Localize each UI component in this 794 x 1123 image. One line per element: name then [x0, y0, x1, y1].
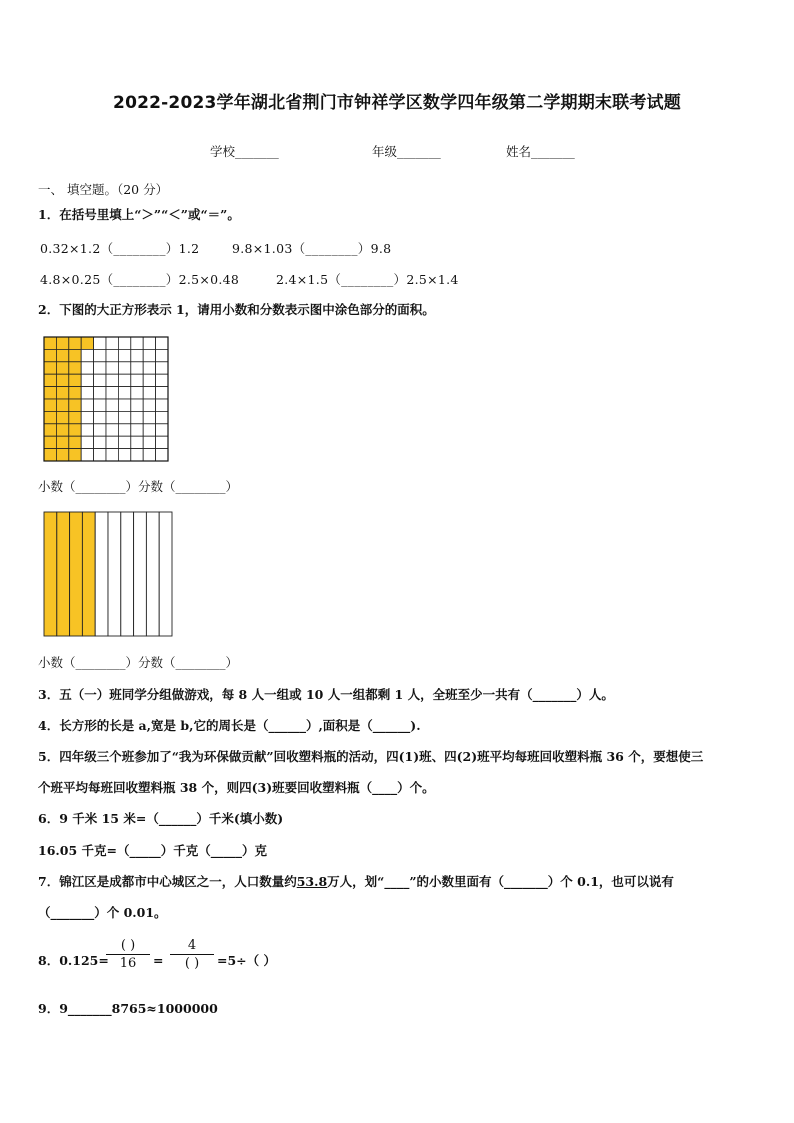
grid-cell-shaded: [44, 436, 56, 448]
grid-cell-shaded: [56, 349, 68, 361]
q8-frac2-bar: [170, 954, 214, 955]
grid-cell: [81, 436, 93, 448]
grid-cell: [156, 399, 168, 411]
q7-line1: [38, 873, 674, 891]
q8-frac1-bar: [106, 954, 150, 955]
grid-cell: [106, 399, 118, 411]
grid-cell: [94, 449, 106, 461]
strip-shaded: [70, 512, 83, 636]
grid-cell-shaded: [81, 337, 93, 349]
grid-cell-shaded: [69, 374, 81, 386]
q8-frac2-denominator[interactable]: ( ): [184, 956, 200, 971]
grid-cell: [131, 337, 143, 349]
page-title: 2022-2023学年湖北省荆门市钟祥学区数学四年级第二学期期末联考试题: [113, 93, 681, 113]
grid-cell-shaded: [56, 411, 68, 423]
grid-cell: [156, 374, 168, 386]
q6-line2: 16.05 千克=（_____）千克（_____）克: [38, 843, 267, 858]
q2-answer1: 小数（________）分数（________）: [38, 479, 239, 494]
q3-text: 3．五（一）班同学分组做游戏，每 8 人一组或 10 人一组都剩 1 人，全班至少一共有（_______）人。: [38, 687, 614, 702]
q8-label: 8．0.125=: [38, 953, 109, 968]
grid-cell: [106, 436, 118, 448]
q8-equals: =: [153, 953, 164, 968]
grade-field[interactable]: 年级_______: [372, 144, 441, 159]
grid-cell: [143, 374, 155, 386]
q6-line1: 6．9 千米 15 米=（______）千米(填小数): [38, 811, 284, 826]
q8-frac2-numerator: 4: [187, 938, 197, 953]
grid-cell-shaded: [56, 362, 68, 374]
strip: [134, 512, 147, 636]
q9-text: 9．9_______8765≈1000000: [38, 1001, 218, 1016]
grid-cell: [143, 436, 155, 448]
grid-cell: [156, 411, 168, 423]
grid-cell: [143, 349, 155, 361]
grid-cell: [106, 411, 118, 423]
grid-cell-shaded: [69, 337, 81, 349]
grid-cell: [81, 411, 93, 423]
grid-cell: [131, 399, 143, 411]
grid-cell: [118, 399, 130, 411]
grid-cell: [118, 449, 130, 461]
hundred-grid-figure: [42, 335, 170, 463]
grid-cell: [81, 349, 93, 361]
grid-cell: [156, 337, 168, 349]
grid-cell: [106, 349, 118, 361]
grid-cell-shaded: [44, 411, 56, 423]
q2-answer2: 小数（________）分数（________）: [38, 655, 239, 670]
grid-cell-shaded: [44, 424, 56, 436]
grid-cell-shaded: [56, 424, 68, 436]
grid-cell: [106, 362, 118, 374]
grid-cell: [156, 449, 168, 461]
q8-fraction-2: [170, 938, 214, 971]
grid-cell: [118, 337, 130, 349]
q5-line1: 5．四年级三个班参加了“我为环保做贡献”回收塑料瓶的活动，四(1)班、四(2)班平均每班回收塑料瓶 36 个，要想使三: [38, 749, 704, 764]
grid-cell: [94, 436, 106, 448]
grid-cell: [94, 337, 106, 349]
grid-cell: [118, 424, 130, 436]
grid-cell: [156, 362, 168, 374]
strip: [108, 512, 121, 636]
q7-line2: （_______）个 0.01。: [38, 905, 167, 920]
q1-row2b: 2.4×1.5（________）2.5×1.4: [276, 272, 459, 287]
q1-row1b: 9.8×1.03（________）9.8: [232, 241, 392, 256]
q4-text: 4．长方形的长是 a,宽是 b,它的周长是（______）,面积是（______).: [38, 718, 421, 733]
strip-shaded: [57, 512, 70, 636]
grid-cell: [118, 411, 130, 423]
grid-cell: [156, 387, 168, 399]
strip: [121, 512, 134, 636]
ten-strips-figure: [42, 510, 174, 638]
strip: [95, 512, 108, 636]
grid-cell: [81, 374, 93, 386]
q7-underlined-number: 53.8: [296, 874, 328, 889]
q7-line1-post: 万人，划“____”的小数里面有（_______）个 0.1，也可以说有: [327, 874, 674, 889]
grid-cell-shaded: [56, 337, 68, 349]
grid-cell-shaded: [69, 449, 81, 461]
grid-cell-shaded: [56, 387, 68, 399]
grid-cell: [143, 387, 155, 399]
q1-text: 1．在括号里填上“＞”“＜”或“＝”。: [38, 207, 240, 222]
grid-cell: [118, 436, 130, 448]
grid-cell: [131, 374, 143, 386]
grid-cell-shaded: [56, 449, 68, 461]
grid-cell: [131, 349, 143, 361]
grid-cell: [143, 337, 155, 349]
q7-line1-pre: 7．锦江区是成都市中心城区之一，人口数量约: [38, 874, 297, 889]
grid-cell: [131, 436, 143, 448]
grid-cell: [94, 399, 106, 411]
grid-cell: [81, 449, 93, 461]
grid-cell-shaded: [44, 349, 56, 361]
q8-fraction-1: [106, 938, 150, 971]
q8-frac1-numerator[interactable]: ( ): [120, 938, 136, 953]
grid-cell: [143, 424, 155, 436]
grid-cell-shaded: [56, 399, 68, 411]
grid-cell: [156, 349, 168, 361]
grid-cell-shaded: [69, 349, 81, 361]
grid-cell: [131, 362, 143, 374]
q8-frac1-denominator: 16: [119, 956, 137, 971]
grid-cell: [106, 424, 118, 436]
name-field[interactable]: 姓名_______: [506, 144, 575, 159]
grid-cell-shaded: [69, 424, 81, 436]
grid-cell: [118, 374, 130, 386]
strip-shaded: [82, 512, 95, 636]
grid-cell: [81, 362, 93, 374]
grid-cell: [81, 387, 93, 399]
grid-cell: [81, 424, 93, 436]
grid-cell-shaded: [69, 399, 81, 411]
q8-tail: =5÷（ ）: [217, 953, 276, 968]
grid-cell: [106, 449, 118, 461]
grid-cell: [143, 362, 155, 374]
grid-cell: [94, 374, 106, 386]
grid-cell: [131, 411, 143, 423]
q2-text: 2．下图的大正方形表示 1，请用小数和分数表示图中涂色部分的面积。: [38, 302, 435, 317]
grid-cell-shaded: [44, 399, 56, 411]
grid-cell-shaded: [69, 411, 81, 423]
q1-row2a: 4.8×0.25（________）2.5×0.48: [40, 272, 240, 287]
grid-cell-shaded: [69, 387, 81, 399]
grid-cell-shaded: [56, 374, 68, 386]
section-header: 一、 填空题。（20 分）: [38, 182, 169, 197]
grid-cell: [131, 424, 143, 436]
grid-cell-shaded: [44, 337, 56, 349]
grid-cell: [131, 449, 143, 461]
grid-cell: [131, 387, 143, 399]
grid-cell: [156, 424, 168, 436]
grid-cell: [143, 399, 155, 411]
grid-cell-shaded: [44, 362, 56, 374]
strip: [159, 512, 172, 636]
grid-cell: [106, 387, 118, 399]
grid-cell: [143, 411, 155, 423]
grid-cell: [94, 362, 106, 374]
grid-cell: [156, 436, 168, 448]
grid-cell: [118, 349, 130, 361]
grid-cell: [118, 362, 130, 374]
grid-cell: [118, 387, 130, 399]
grid-cell: [94, 387, 106, 399]
q1-row1a: 0.32×1.2（________）1.2: [40, 241, 200, 256]
grid-cell: [106, 337, 118, 349]
strip-shaded: [44, 512, 57, 636]
strip: [146, 512, 159, 636]
grid-cell: [94, 411, 106, 423]
grid-cell-shaded: [44, 387, 56, 399]
grid-cell-shaded: [69, 436, 81, 448]
grid-cell: [94, 424, 106, 436]
grid-cell: [143, 449, 155, 461]
grid-cell: [81, 399, 93, 411]
grid-cell-shaded: [69, 362, 81, 374]
grid-cell: [94, 349, 106, 361]
grid-cell-shaded: [44, 449, 56, 461]
school-field[interactable]: 学校_______: [210, 144, 279, 159]
grid-cell-shaded: [56, 436, 68, 448]
grid-cell: [106, 374, 118, 386]
grid-cell-shaded: [44, 374, 56, 386]
q5-line2: 个班平均每班回收塑料瓶 38 个，则四(3)班要回收塑料瓶（____）个。: [38, 780, 435, 795]
